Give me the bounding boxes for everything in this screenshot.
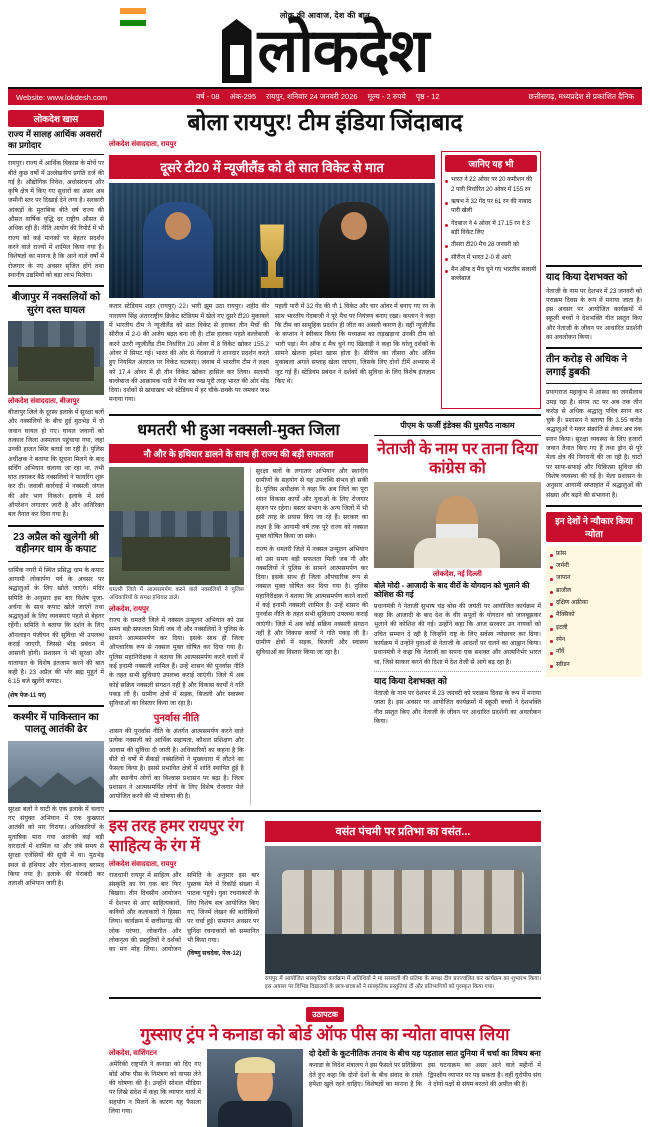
lead-subhead: दूसरे टी20 में न्यूजीलैंड को दी सात विकेट से मात: [109, 155, 435, 179]
list-item: ब्राजील: [550, 587, 638, 596]
bijapur-headline: बीजापुर में नक्सलियों को सुरंग दस्त घायल: [11, 292, 101, 316]
masthead: [8, 6, 642, 83]
cricket-photo: [109, 183, 435, 298]
trump-text-2: कनाडा के विदेश मंत्रालय ने इस फैसले पर प्रतिक्रिया देते हुए कहा कि दोनों देशों के बीच संवाद के रास्ते हमेशा खुले रहने चाहिए। विशेषज्ञों का मानना है कि इस घटनाक्रम का असर आने वाले महीनों में द्विपक्षीय व्यापार पर पड़ सकता है। वहीं यूरोपीय संघ ने दोनों पक्षों से संयम बरतने की अपील की है।: [309, 1062, 541, 1089]
trump-list-head: इन देशों ने न्यौकार किया न्योता: [546, 512, 642, 542]
list-item: फ्रांस: [550, 550, 638, 559]
modi-photo: [374, 482, 541, 568]
masthead-edition: छत्तीसगढ़, मध्यप्रदेश से प्रकाशित दैनिक: [528, 92, 634, 101]
netaji-note-head: याद किया देशभक्त को: [373, 675, 447, 686]
masthead-place-date: रायपुर, शनिवार 24 जनवरी 2026: [266, 92, 358, 101]
list-item: जर्मनी: [550, 562, 638, 571]
list-item: जापान: [550, 574, 638, 583]
trump-photo: [207, 1049, 303, 1127]
bijapur-text: बीजापुर जिले के दूरस्थ इलाके में सुरक्षा बलों और नक्सलियों के बीच हुई मुठभेड़ में दो जवान घायल हो गए। घायल जवानों को तत्काल जिला अस्पताल पहुंचाया गया, जहां उनकी हालत स्थिर बताई जा रही है। पुलिस अधीक्षक ने बताया कि सूचना मिलने के बाद सर्चिंग अभियान चलाया जा रहा था, तभी घात लगाकर बैठे नक्सलियों ने फायरिंग शुरू कर दी। जवाबी कार्रवाई में नक्सली जंगल की ओर भाग निकले। इलाके में सर्च ऑपरेशन लगातार जारी है और अतिरिक्त बल तैनात कर दिया गया है।: [8, 409, 104, 519]
kiosk-headline: राज्य में सालह आर्थिक अवसरों का प्रगोदार: [8, 129, 102, 150]
rehab-policy-head: पुनर्वास नीति: [153, 712, 200, 724]
trump-country-list: [546, 546, 642, 677]
list-item: ऋषभ ने 32 गेंद पर 61 रन की नाबाद पारी खेली: [445, 198, 537, 217]
netaji-story: [374, 421, 541, 806]
list-item: नॉर्वे: [550, 648, 638, 657]
dhamtari-text-3: सुरक्षा बलों के लगातार अभियान और स्थानीय ग्रामीणों के सहयोग से यह उपलब्धि संभव हो सकी है। पुलिस अधीक्षक ने कहा कि अब जिले का पूरा ध्यान विकास कार्यों और युवाओं के लिए रोजगार सृजन पर रहेगा। बस्तर संभाग के अन्य जिलों में भी इसी तरह के प्रयास किए जा रहे हैं। सरकार का लक्ष्य है कि आगामी वर्ष तक पूरे राज्य को नक्सल मुक्त घोषित किया जा सके। राज्य के धमतरी जिले में नक्सल उन्मूलन अभियान को उस समय बड़ी सफलता मिली जब नौ और नक्सलियों ने पुलिस के सामने आत्मसमर्पण कर दिया। इसके साथ ही जिला औपचारिक रूप से नक्सल मुक्त घोषित कर दिया गया है। पुलिस महानिरीक्षक ने बताया कि आत्मसमर्पण करने वालों में कई इनामी नक्सली शामिल हैं। उन्हें शासन की पुनर्वास नीति के तहत सभी सुविधाएं उपलब्ध कराई जाएंगी। जिले में अब कोई सक्रिय नक्सली संगठन नहीं है और विकास कार्यों ने गति पकड़ ली है। ग्रामीण क्षेत्रों में सड़क, बिजली और स्वास्थ्य सुविधाओं का विस्तार किया जा रहा है।: [255, 467, 368, 656]
netaji-headline: नेताजी के नाम पर ताना दिया कांग्रेस को: [376, 440, 538, 477]
netaji-text: प्रधानमंत्री ने नेताजी सुभाष चंद्र बोस की जयंती पर आयोजित कार्यक्रम में कहा कि आजादी के बाद देश के वीर सपूतों के योगदान को जानबूझकर भुलाने की कोशिश की गई। उन्होंने कहा कि आज सरकार उन नायकों को उचित सम्मान दे रही है जिन्होंने राष्ट्र के लिए सर्वस्व न्योछावर कर दिया। कार्यक्रम में उन्होंने युवाओं से नेताजी के आदर्शों पर चलने का आह्वान किया। प्रधानमंत्री ने कहा कि नेताजी का सपना एक सशक्त और आत्मनिर्भर भारत था, जिसे साकार करने की दिशा में देश तेजी से आगे बढ़ रहा है।: [373, 602, 541, 666]
masthead-website[interactable]: Website: www.lokdesh.com: [16, 92, 108, 102]
list-item: इटली: [550, 624, 638, 633]
lead-text-2: पहली पारी में 32 गेंद की नौ 1 विकेट और चार ओवर में बनाए गए रन के साथ भारतीय गेंदबाजी ने पूरे मैच पर नियंत्रण बनाए रखा। कप्तान ने कहा कि टीम का सामूहिक प्रदर्शन ही जीत का असली कारण है। वहीं न्यूजीलैंड के कप्तान ने स्वीकार किया कि मध्यक्रम का लड़खड़ाना उनकी टीम को भारी पड़ा। मैन ऑफ द मैच चुने गए खिलाड़ी ने कहा कि घरेलू दर्शकों के सामने खेलना हमेशा खास होता है। सीरीज का तीसरा और अंतिम मुकाबला अगले सप्ताह खेला जाएगा, जिसके लिए दोनों टीमें अभ्यास में जुट गई हैं। स्टेडियम प्रबंधन ने दर्शकों की सुविधा के लिए विशेष इंतजाम किए थे।: [275, 303, 435, 385]
center-column: [109, 110, 541, 1127]
kiosk-text: रायपुर। राज्य में आर्थिक विकास के मोर्चे पर बीते कुछ वर्षों में उल्लेखनीय प्रगति दर्ज की गई है। औद्योगिक निवेश, अधोसंरचना और कृषि क्षेत्र में किए गए सुधारों का असर अब जमीनी स्तर पर दिखाई देने लगा है। सरकारी आंकड़ों के मुताबिक बीते वर्ष राज्य की औसत वार्षिक वृद्धि दर राष्ट्रीय औसत से अधिक रही है। नीति आयोग की रिपोर्ट में भी राज्य को कई मानकों पर बेहतर प्रदर्शन करने वाले राज्यों में शामिल किया गया है। विशेषज्ञों का मानना है कि आने वाले वर्षों में रोजगार के नए अवसर सृजित होंगे तथा स्थानीय उद्यमियों को बड़ा लाभ मिलेगा।: [8, 160, 104, 279]
lead-sidebar: [441, 151, 541, 408]
list-item: भारत ने 22 ओवर पर 20 कमीशन की 2 पारी निर्धारित 20 ओवर में 155 रन: [445, 176, 537, 195]
second-row: [109, 421, 541, 806]
masthead-logo: लोकदेश: [257, 18, 429, 84]
netaji-note-head-right: याद किया देशभक्त को: [546, 272, 628, 283]
dhamtari-text-2: शासन की पुनर्वास नीति के अंतर्गत आत्मसमर्पण करने वाले प्रत्येक नक्सली को आर्थिक सहायता, कौशल प्रशिक्षण और आवास की सुविधा दी जाती है। अधिकारियों का कहना है कि बीते दो वर्षों में सैकड़ों नक्सलियों ने मुख्यधारा में लौटने का फैसला किया है। इससे प्रभावित क्षेत्रों में शांति स्थापित हुई है और स्थानीय लोगों का विश्वास प्रशासन पर बढ़ा है। जिला प्रशासन ने आत्मसमर्पित लोगों के लिए विशेष रोजगार मेले आयोजित करने की भी घोषणा की है।: [109, 728, 244, 801]
lead-text-1: कतार स्टेडियम शहर (रायपुर) 22। भारी झूम उठा रायपुर। शहीद वीर नारायण सिंह अंतरराष्ट्रीय क्रिकेट स्टेडियम में खेले गए दूसरे टी20 मुकाबले में भारतीय टीम ने न्यूजीलैंड को सात विकेट से हराकर तीन मैचों की सीरीज में 2-0 की अजेय बढ़त बना ली है। टॉस हारकर पहले बल्लेबाजी करने उतरी न्यूजीलैंड टीम निर्धारित 20 ओवर में 8 विकेट खोकर 155.2 ओवर में सिमट गई। भारत की ओर से गेंदबाजों ने शानदार प्रदर्शन करते हुए नियमित अंतराल पर विकेट चटकाए। जवाब में भारतीय टीम ने लक्ष्य को 17.4 ओवर में ही तीन विकेट खोकर हासिल कर लिया। सलामी बल्लेबाज की आक्रामक पारी ने मैच का रुख पूरी तरह भारत की ओर मोड़ दिया। दर्शकों से खचाखच भरे स्टेडियम में हर चौके-छक्के पर जमकर जश्न मनाया गया।: [109, 303, 269, 404]
lead-sidebar-list: [445, 176, 537, 284]
culture-text: राजधानी रायपुर में साहित्य और संस्कृति का रंग एक बार फिर बिखरा। तीन दिवसीय आयोजन में देशभर से आए साहित्यकारों, कवियों और कलाकारों ने हिस्सा लिया। कार्यक्रम में छत्तीसगढ़ की लोक परंपरा, लोकगीत और लोकनृत्य की प्रस्तुतियों ने दर्शकों का मन मोह लिया। आयोजन समिति के अनुसार इस बार पुस्तक मेले में रिकॉर्ड संख्या में पाठक पहुंचे। युवा रचनाकारों के लिए विशेष सत्र आयोजित किए गए, जिनमें लेखन की बारीकियों पर चर्चा हुई। समापन अवसर पर चुनिंदा रचनाकारों को सम्मानित भी किया गया। (विष्णु सचदेवा, पेज-12): [109, 871, 259, 958]
netaji-note-text: नेताजी के नाम पर देशभर में 23 जनवरी को पराक्रम दिवस के रूप में मनाया जाता है। इस अवसर पर आयोजित कार्यक्रमों में स्कूली बच्चों ने देशभक्ति गीत प्रस्तुत किए और नेताजी के जीवन पर आधारित प्रदर्शनी का अवलोकन किया।: [373, 690, 541, 726]
masthead-price: मूल्य - 2 रुपये: [367, 92, 406, 101]
right-lead-spacer: [546, 110, 642, 260]
trump-story: [109, 1004, 541, 1127]
culture-byline: लोकदेश संवाददाता, रायपुर: [109, 860, 177, 868]
lead-byline: लोकदेश संवाददाता, रायपुर: [109, 141, 177, 149]
masthead-issue: अंक-295: [229, 92, 257, 101]
dhamtari-story: [109, 421, 368, 806]
culture-story: [109, 817, 541, 992]
kumbh-headline: तीन करोड़ से अधिक ने लगाई डुबकी: [546, 354, 628, 378]
lead-headline: बोला रायपुर! टीम इंडिया जिंदाबाद: [187, 110, 463, 135]
masthead-pages: पृष्ठ - 12: [415, 92, 440, 101]
netaji-subhead: बोले मोदी - आजादी के बाद वीरों के योगदान को भुलाने की कोशिश की गई: [373, 581, 530, 600]
vasant-caption: रायपुर में आयोजित सांस्कृतिक कार्यक्रम में अतिथियों ने मां सरस्वती की प्रतिमा के समक्ष दीप प्रज्ज्वलित कर कार्यक्रम का शुभारंभ किया। इस अवसर पर विभिन्न विद्यालयों के छात्र-छात्राओं ने सांस्कृतिक प्रस्तुतियां दीं और प्रतिभागियों को पुरस्कृत किया गया।: [265, 976, 541, 991]
list-item: दक्षिण अफ्रीका: [550, 599, 638, 608]
dhamtari-photo: [109, 467, 244, 585]
vasant-photo: [265, 846, 541, 974]
lead-story: [109, 110, 541, 409]
trump-badge: उठापटक: [306, 1007, 344, 1022]
temple-text: धार्मिक नगरी में स्थित प्रसिद्ध धाम के कपाट आगामी लोकार्पण पर्व के अवसर पर श्रद्धालुओं के लिए खोले जाएंगे। मंदिर समिति के अनुसार इस बार विशेष पूजा-अर्चना के साथ कपाट खोले जाएंगे तथा श्रद्धालुओं के लिए व्यवस्थाएं पहले से बेहतर रहेंगी। समिति ने बताया कि दर्शन के लिए ऑनलाइन पंजीयन की सुविधा भी उपलब्ध कराई जाएगी, जिससे भीड़ प्रबंधन में आसानी होगी। प्रशासन ने भी सुरक्षा और यातायात के विशेष इंतजाम करने की बात कही है। 23 अप्रैल की भोर ब्रह्म मुहूर्त में 6:15 बजे खुलेंगे कपाट। (शेष पेज-11 पर): [8, 566, 104, 699]
dhamtari-headline: धमतरी भी हुआ नक्सली-मुक्त जिला: [137, 421, 340, 439]
dhamtari-byline: लोकदेश, रायपुर: [109, 605, 149, 613]
netaji-kicker: पीएम के फर्जी इंडेक्स की घुसपैठ नाकाम: [400, 420, 515, 430]
list-item: तीसरा टी20 मैच 28 जनवरी को: [445, 241, 537, 250]
culture-headline: इस तरह हमर रायपुर रंग साहित्य के रंग में: [109, 818, 244, 855]
page-body: [8, 110, 642, 1127]
lead-sidebar-title: जानिए यह भी: [445, 155, 537, 172]
temple-headline: 23 अप्रैल को खुलेगी श्री वहीनगर धाम के कपाट: [13, 531, 99, 556]
bijapur-byline: लोकदेश संवाददाता, बीजापुर: [8, 398, 80, 406]
vasant-title: वसंत पंचमी पर प्रतिभा का वसंत...: [265, 821, 541, 842]
dhamtari-subhead: नौ और के हथियार डालने के साथ ही राज्य की बड़ी सफलता: [109, 444, 368, 463]
kiosk-label: लोकदेश खास: [8, 110, 104, 127]
kumbh-text: प्रयागराज महाकुंभ में आस्था का जनसैलाब उमड़ रहा है। संगम तट पर अब तक तीन करोड़ से अधिक श्रद्धालु पवित्र स्नान कर चुके हैं। प्रशासन ने बताया कि 3.55 करोड़ श्रद्धालुओं ने मकर संक्रांति से लेकर अब तक स्नान किया। सुरक्षा व्यवस्था के लिए हजारों जवान तैनात किए गए हैं तथा ड्रोन से पूरे मेला क्षेत्र की निगरानी की जा रही है। घाटों पर साफ-सफाई और चिकित्सा सुविधा की विशेष व्यवस्था की गई है। मेला प्रशासन के अनुसार आगामी सप्ताहांत में श्रद्धालुओं की संख्या और बढ़ने की संभावना है।: [546, 389, 642, 499]
dhamtari-text-1: राज्य के धमतरी जिले में नक्सल उन्मूलन अभियान को उस समय बड़ी सफलता मिली जब नौ और नक्सलियों ने पुलिस के सामने आत्मसमर्पण कर दिया। इसके साथ ही जिला औपचारिक रूप से नक्सल मुक्त घोषित कर दिया गया है। पुलिस महानिरीक्षक ने बताया कि आत्मसमर्पण करने वालों में कई इनामी नक्सली शामिल हैं। उन्हें शासन की पुनर्वास नीति के तहत सभी सुविधाएं उपलब्ध कराई जाएंगी। जिले में अब कोई सक्रिय नक्सली संगठन नहीं है और विकास कार्यों ने गति पकड़ ली है। ग्रामीण क्षेत्रों में सड़क, बिजली और स्वास्थ्य सुविधाओं का विस्तार किया जा रहा है।: [109, 616, 244, 708]
pen-nib-icon: [222, 19, 252, 83]
netaji-note-text-right: नेताजी के नाम पर देशभर में 23 जनवरी को पराक्रम दिवस के रूप में मनाया जाता है। इस अवसर पर आयोजित कार्यक्रमों में स्कूली बच्चों ने देशभक्ति गीत प्रस्तुत किए और नेताजी के जीवन पर आधारित प्रदर्शनी का अवलोकन किया।: [546, 287, 642, 341]
indian-flag-icon: [120, 8, 146, 26]
kashmir-headline: कश्मीर में पाकिस्तान का पालतू आतंकी ढेर: [13, 711, 99, 736]
list-item: मैन ऑफ द मैच चुने गए भारतीय सलामी बल्लेबाज: [445, 266, 537, 285]
trump-subhead: दो देशों के कूटनीतिक तनाव के बीच यह पड़ताल सात दुनिया में चर्चा का विषय बना: [309, 1049, 541, 1059]
trump-text-1: अमेरिकी राष्ट्रपति ने कनाडा को दिए गए बोर्ड ऑफ पीस के निमंत्रण को वापस लेने की घोषणा की है। उन्होंने सोशल मीडिया पर लिखे संदेश में कहा कि व्यापार वार्ता में सहयोग न मिलने के कारण यह फैसला लिया गया।: [109, 1061, 201, 1115]
kashmir-text: सुरक्षा बलों ने घाटी के एक इलाके में चलाए गए संयुक्त अभियान में एक कुख्यात आतंकी को मार गिराया। अधिकारियों के मुताबिक मारा गया आतंकी कई बड़ी वारदातों में शामिल था और लंबे समय से सुरक्षा एजेंसियों की सूची में था। मुठभेड़ स्थल से हथियार और गोला-बारूद बरामद किया गया है। इलाके की घेराबंदी कर तलाशी अभियान जारी है।: [8, 805, 104, 888]
kashmir-photo: [8, 741, 104, 803]
list-item: स्पेन: [550, 636, 638, 645]
netaji-byline: लोकदेश, नई दिल्ली: [433, 571, 482, 579]
masthead-year: वर्ष - 08: [196, 92, 220, 101]
left-column: [8, 110, 104, 1127]
right-column: [546, 110, 642, 1127]
dhamtari-caption: धमतरी जिले में आत्मसमर्पण करने वाले नक्सलियों ने पुलिस अधिकारियों के समक्ष हथियार डाले।: [109, 586, 244, 601]
trump-headline: गुस्साए ट्रंप ने कनाडा को बोर्ड ऑफ पीस का न्योता वापस लिया: [140, 1025, 510, 1045]
masthead-info-bar: [8, 89, 642, 105]
list-item: सीरीज में भारत 2-0 से आगे: [445, 254, 537, 263]
list-item: मैक्सिको: [550, 611, 638, 620]
masthead-tagline: लोक की आवाज, देश की बात: [279, 11, 371, 20]
list-item: गेंदबाज ने 4 ओवर में 17.15 रन दे 3 बड़ी विकेट लिए: [445, 220, 537, 239]
list-item: स्वीडन: [550, 661, 638, 670]
trump-byline: लोकदेश, वाशिंगटन: [109, 1050, 157, 1058]
bijapur-photo: [8, 321, 104, 395]
